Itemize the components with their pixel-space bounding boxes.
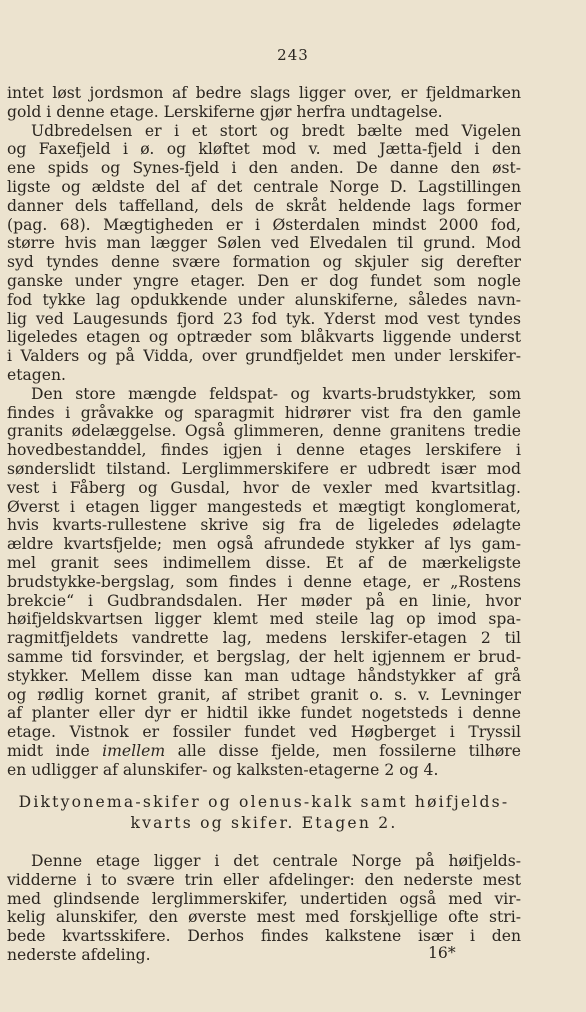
heading-line: Diktyonema-skifer og olenus-kalk samt høifjelds- [18, 793, 510, 811]
text-line: høifjeldskvartsen ligger klemt med steile lag op imod spa- [7, 610, 521, 629]
text-line: Denne etage ligger i det centrale Norge på høifjelds- [31, 852, 521, 870]
text-line: og rødlig kornet granit, af stribet granit o. s. v. Levninger [7, 685, 521, 704]
text-line: med glindsende lerglimmerskifer, undertiden også med vir- [7, 889, 521, 908]
text-line: hovedbestanddel, findes igjen i denne etages lerskifere i [7, 441, 521, 460]
text-line: findes i gråvakke og sparagmit hidrører vist fra den gamle [7, 403, 521, 422]
text-line: ligste og ældste del af det centrale Norge D. Lagstillingen [7, 177, 521, 196]
text-segment: midt inde [7, 741, 103, 760]
heading-line: kvarts og skifer. Etagen 2. [130, 814, 398, 832]
text-line: brekcie“ i Gudbrandsdalen. Her møder på en linie, hvor [7, 591, 521, 610]
text-line: (pag. 68). Mægtigheden er i Østerdalen mindst 2000 fod, [7, 215, 521, 234]
text-line: gold i denne etage. Lerskiferne gjør herfra undtagelse. [7, 102, 443, 121]
text-line: Udbredelsen er i et stort og bredt bælte med Vigelen [31, 121, 521, 140]
text-line: sønderslidt tilstand. Lerglimmerskifere er udbredt især mod [7, 459, 521, 478]
signature-mark: 16* [428, 944, 456, 962]
body-text-top [7, 84, 521, 779]
text-line: bede kvartsskifere. Derhos findes kalkstene især i den [7, 927, 521, 946]
text-line: ragmitfjeldets vandrette lag, medens lerskifer-etagen 2 til [7, 629, 521, 648]
text-line: en udligger af alunskifer- og kalksten-etagerne 2 og 4. [7, 760, 439, 779]
text-line: intet løst jordsmon af bedre slags ligger over, er fjeldmarken [7, 84, 521, 102]
text-line: mel granit sees indimellem disse. Et af de mærkeligste [7, 553, 521, 572]
text-line: Øverst i etagen ligger mangesteds et mægtigt konglomerat, [7, 497, 521, 516]
text-segment: alle disse fjelde, men fossilerne tilhøre [165, 741, 521, 760]
section-heading [7, 792, 521, 834]
text-line: fod tykke lag opdukkende under alunskiferne, således navn- [7, 290, 521, 309]
text-line: lig ved Laugesunds fjord 23 fod tyk. Yderst mod vest tyndes [7, 309, 521, 328]
text-line: brudstykke-bergslag, som findes i denne etage, er „Rostens [7, 572, 521, 591]
text-line: og Faxefjeld i ø. og kløftet mod v. med Jætta-fjeld i den [7, 140, 521, 159]
text-line-with-emphasis [7, 742, 521, 761]
text-line: ældre kvartsfjelde; men også afrundede stykker af lys gam- [7, 535, 521, 554]
text-line: samme tid forsvinder, et bergslag, der helt igjennem er brud- [7, 647, 521, 666]
text-line: vidderne i to svære trin eller afdelinger: den nederste mest [7, 870, 521, 889]
page-number: 243 [277, 46, 309, 64]
text-line: Den store mængde feldspat- og kvarts-brudstykker, som [31, 384, 521, 403]
text-line: kelig alunskifer, den øverste mest med forskjellige ofte stri- [7, 908, 521, 927]
text-line: i Valders og på Vidda, over grundfjeldet men under lerskifer- [7, 347, 521, 366]
text-line: stykker. Mellem disse kan man udtage håndstykker af grå [7, 666, 521, 685]
text-line: granits ødelæggelse. Også glimmeren, denne granitens tredie [7, 422, 521, 441]
text-line: hvis kvarts-rullestene skrive sig fra de ligeledes ødelagte [7, 516, 521, 535]
text-line: nederste afdeling. [7, 945, 151, 964]
text-line: etage. Vistnok er fossiler fundet ved Høgberget i Tryssil [7, 723, 521, 742]
emphasized-word: imellem [102, 741, 166, 760]
text-line: ene spids og Synes-fjeld i den anden. De danne den øst- [7, 159, 521, 178]
text-line: ganske under yngre etager. Den er dog fundet som nogle [7, 271, 521, 290]
text-line: etagen. [7, 365, 67, 384]
text-line: af planter eller dyr er hidtil ikke fundet nogetsteds i denne [7, 704, 521, 723]
text-line: større hvis man lægger Sølen ved Elvedalen til grund. Mod [7, 234, 521, 253]
text-line: vest i Fåberg og Gusdal, hvor de vexler med kvartsitlag. [7, 478, 521, 497]
text-line: syd tyndes denne svære formation og skjuler sig derefter [7, 253, 521, 272]
text-line: danner dels taffelland, dels de skråt heldende lags former [7, 196, 521, 215]
text-line: ligeledes etagen og optræder som blåkvarts liggende underst [7, 328, 521, 347]
